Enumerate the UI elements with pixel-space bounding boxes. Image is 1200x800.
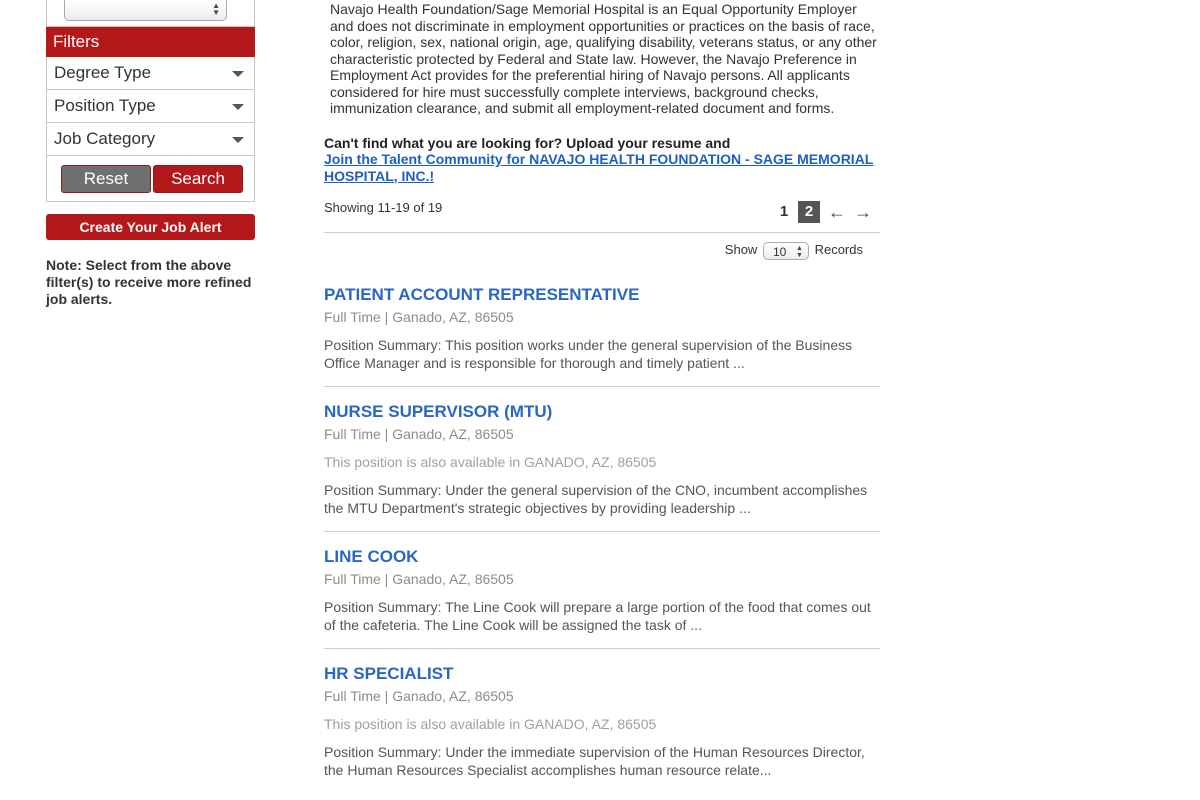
job-summary: Position Summary: Under the general supervision of the CNO, incumbent accomplishes the MTU Department's strategic objectives by providing leadership ...	[324, 482, 868, 516]
chevron-down-icon	[232, 137, 244, 143]
job-meta: Full Time | Ganado, AZ, 86505	[324, 571, 514, 587]
job-listing	[324, 402, 880, 532]
job-alert-note: Note: Select from the above filter(s) to receive more refined job alerts.	[46, 257, 252, 307]
main-content	[324, 0, 880, 793]
filter-position-type[interactable]	[46, 90, 255, 123]
job-title-link[interactable]: LINE COOK	[324, 547, 419, 566]
job-meta: Full Time | Ganado, AZ, 86505	[324, 688, 514, 704]
filter-label: Position Type	[54, 96, 156, 115]
arrow-left-icon[interactable]: ←	[828, 202, 846, 222]
job-listing	[324, 547, 880, 649]
filter-label: Job Category	[54, 129, 156, 148]
job-also-available: This position is also available in GANADO, AZ, 86505	[324, 454, 657, 470]
location-select[interactable]	[64, 0, 227, 21]
filter-actions	[46, 156, 255, 202]
page-1-link[interactable]: 1	[779, 203, 789, 220]
job-summary: Position Summary: Under the immediate supervision of the Human Resources Director, the Human Resources Specialist accomplishes human resource relate...	[324, 744, 865, 778]
results-count: Showing 11-19 of 19	[324, 200, 443, 215]
sidebar	[46, 0, 255, 308]
location-select-container	[46, 0, 255, 27]
records-per-page	[324, 239, 880, 261]
arrow-right-icon[interactable]: →	[854, 202, 872, 222]
chevron-down-icon	[232, 104, 244, 110]
records-select[interactable]	[763, 242, 809, 260]
job-title-link[interactable]: NURSE SUPERVISOR (MTU)	[324, 402, 553, 421]
records-value: 10	[772, 244, 787, 259]
create-job-alert-button[interactable]: Create Your Job Alert	[46, 214, 255, 240]
job-also-available: This position is also available in GANADO, AZ, 86505	[324, 716, 657, 732]
job-listing	[324, 285, 880, 387]
results-bar	[324, 194, 880, 233]
filter-label: Degree Type	[54, 63, 152, 82]
page-2-current[interactable]: 2	[798, 201, 820, 223]
talent-community-link[interactable]: Join the Talent Community for NAVAJO HEALTH FOUNDATION - SAGE MEMORIAL HOSPITAL, INC.!	[324, 151, 874, 184]
job-title-link[interactable]: PATIENT ACCOUNT REPRESENTATIVE	[324, 285, 640, 304]
job-meta: Full Time | Ganado, AZ, 86505	[324, 426, 514, 442]
job-summary: Position Summary: This position works under the general supervision of the Business Office Manager and is responsible for thorough and timely patient ...	[324, 337, 853, 371]
filter-degree-type[interactable]	[46, 57, 255, 90]
filters-heading: Filters	[46, 27, 255, 57]
select-arrows-icon: ▲ ▼	[212, 1, 220, 17]
search-button[interactable]: Search	[153, 165, 243, 193]
pagination	[770, 201, 872, 223]
select-arrows-icon: ▲ ▼	[796, 244, 803, 259]
job-meta: Full Time | Ganado, AZ, 86505	[324, 309, 514, 325]
records-label: Records	[814, 242, 863, 257]
filter-job-category[interactable]	[46, 123, 255, 156]
job-title-link[interactable]: HR SPECIALIST	[324, 664, 454, 683]
job-summary: Position Summary: The Line Cook will prepare a large portion of the food that comes out of the cafeteria. The Line Cook will be assigned the task of ...	[324, 599, 871, 633]
chevron-down-icon	[232, 71, 244, 77]
show-label: Show	[724, 242, 758, 257]
eeo-statement: Navajo Health Foundation/Sage Memorial Hospital is an Equal Opportunity Employer and does not discriminate in employment opportunities or practices on the basis of race, color, religion, sex, national origin, age, qualifying disability, veterans status, or any other characteristic protected by Federal and State law. However, the Navajo Preference in Employment Act provides for the preferential hiring of Navajo persons. All applicants considered for hire must successfully complete interviews, background checks, immunization clearance, and submit all employment-related document and forms.	[330, 1, 877, 116]
job-listing	[324, 664, 880, 793]
reset-button[interactable]: Reset	[61, 165, 151, 193]
cant-find-text: Can't find what you are looking for? Upload your resume and	[324, 134, 731, 151]
